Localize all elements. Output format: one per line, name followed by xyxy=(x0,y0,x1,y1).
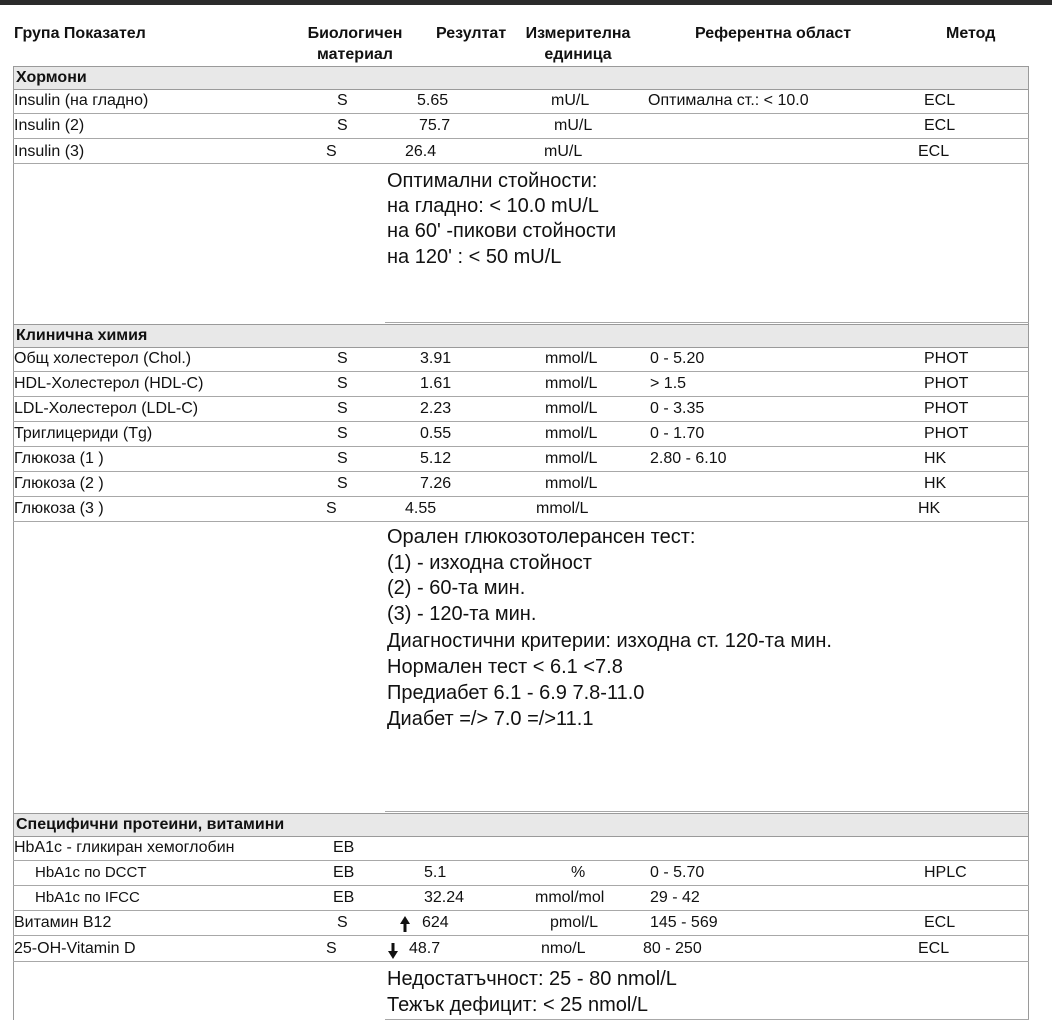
material: S xyxy=(337,375,348,392)
table-row xyxy=(13,446,1029,471)
table-row xyxy=(13,860,1029,885)
test-name: HbA1c - гликиран хемоглобин xyxy=(14,839,235,856)
method: PHOT xyxy=(924,375,969,392)
material: S xyxy=(337,92,348,109)
section-hormones: Хормони xyxy=(13,66,1029,90)
result: 5.65 xyxy=(417,92,449,109)
table-row xyxy=(13,885,1029,910)
note-line: (1) - изходна стойност xyxy=(387,552,592,574)
note-line: Нормален тест < 6.1 <7.8 xyxy=(387,656,623,678)
col-header-material-line2: материал xyxy=(317,46,393,63)
test-name: LDL-Холестерол (LDL-C) xyxy=(14,400,199,417)
result: 75.7 xyxy=(419,117,451,134)
note-line: (3) - 120-та мин. xyxy=(387,603,537,625)
unit: mU/L xyxy=(551,92,590,109)
col-header-material xyxy=(300,23,410,65)
unit: pmol/L xyxy=(550,914,599,931)
note-line: на 120' : < 50 mU/L xyxy=(387,246,562,268)
result: 624 xyxy=(422,914,449,931)
note-divider xyxy=(385,811,1029,812)
col-header-material-line1: Биологичен xyxy=(307,25,403,42)
material: S xyxy=(337,350,348,367)
table-row xyxy=(13,496,1029,521)
reference: 0 - 5.70 xyxy=(650,864,705,881)
col-header-result: Резултат xyxy=(436,25,507,42)
note-line: Предиабет 6.1 - 6.9 7.8-11.0 xyxy=(387,682,645,704)
col-header-unit-line1: Измерителна xyxy=(525,25,631,42)
table-row xyxy=(13,113,1029,138)
arrow-up-icon xyxy=(399,911,411,936)
window-top-bar xyxy=(0,0,1052,5)
result: 32.24 xyxy=(424,889,465,906)
note-line: Недостатъчност: 25 - 80 nmol/L xyxy=(387,968,677,990)
result: 3.91 xyxy=(420,350,452,367)
result: 1.61 xyxy=(420,375,452,392)
note-line: Диабет =/> 7.0 =/>11.1 xyxy=(387,708,594,730)
note-line: (2) - 60-та мин. xyxy=(387,577,526,599)
test-name: HbA1c по IFCC xyxy=(35,889,140,906)
bottom-divider xyxy=(385,1019,1029,1020)
row-divider xyxy=(13,521,1029,522)
test-name: Триглицериди (Tg) xyxy=(14,425,153,442)
test-name: Insulin (2) xyxy=(14,117,85,134)
table-row xyxy=(13,910,1029,935)
method: PHOT xyxy=(924,350,969,367)
reference: > 1.5 xyxy=(650,375,687,392)
method: HK xyxy=(924,450,947,467)
method: ECL xyxy=(918,940,950,957)
note-line: на 60' -пикови стойности xyxy=(387,220,617,242)
table-row xyxy=(13,139,1029,164)
method: HK xyxy=(918,500,941,517)
test-name: Витамин B12 xyxy=(14,914,112,931)
reference: 145 - 569 xyxy=(650,914,718,931)
unit: mmol/L xyxy=(545,425,598,442)
reference: 0 - 1.70 xyxy=(650,425,705,442)
unit: mmol/L xyxy=(545,350,598,367)
material: S xyxy=(326,940,337,957)
unit: mU/L xyxy=(554,117,593,134)
col-header-unit-line2: единица xyxy=(544,46,612,63)
test-name: HbA1c по DCCT xyxy=(35,864,147,881)
test-name: 25-OH-Vitamin D xyxy=(14,940,136,957)
material: S xyxy=(337,425,348,442)
material: S xyxy=(337,400,348,417)
unit: mmol/L xyxy=(536,500,589,517)
note-line: Диагностични критерии: изходна ст. 120-та мин. xyxy=(387,630,832,652)
material: EB xyxy=(333,839,355,856)
material: S xyxy=(326,143,337,160)
material: S xyxy=(337,475,348,492)
result: 4.55 xyxy=(405,500,437,517)
row-divider xyxy=(13,961,1029,962)
table-row xyxy=(13,396,1029,421)
test-name: Insulin (на гладно) xyxy=(14,92,149,109)
result: 5.1 xyxy=(424,864,447,881)
table-row xyxy=(13,346,1029,371)
material: S xyxy=(337,914,348,931)
material: EB xyxy=(333,889,355,906)
col-header-method: Метод xyxy=(946,25,996,42)
test-name: Глюкоза (2 ) xyxy=(14,475,104,492)
table-row xyxy=(13,88,1029,113)
method: HK xyxy=(924,475,947,492)
method: ECL xyxy=(924,914,956,931)
col-header-reference: Референтна област xyxy=(695,25,852,42)
result: 48.7 xyxy=(409,940,441,957)
method: ECL xyxy=(918,143,950,160)
unit: mmol/L xyxy=(545,475,598,492)
table-row xyxy=(13,421,1029,446)
method: ECL xyxy=(924,92,956,109)
unit: mmol/L xyxy=(545,400,598,417)
note-line: Оптимални стойности: xyxy=(387,170,598,192)
test-name: HDL-Холестерол (HDL-C) xyxy=(14,375,204,392)
row-divider xyxy=(13,163,1029,164)
result: 2.23 xyxy=(420,400,452,417)
result: 0.55 xyxy=(420,425,452,442)
table-row xyxy=(13,371,1029,396)
reference: 80 - 250 xyxy=(643,940,702,957)
unit: mmol/L xyxy=(545,450,598,467)
reference: 2.80 - 6.10 xyxy=(650,450,727,467)
unit: mmol/L xyxy=(545,375,598,392)
section-clinical-chemistry: Клинична химия xyxy=(13,324,1029,348)
reference: 0 - 3.35 xyxy=(650,400,705,417)
note-line: Тежък дефицит: < 25 nmol/L xyxy=(387,994,649,1016)
reference: Оптимална ст.: < 10.0 xyxy=(648,92,809,109)
col-header-unit xyxy=(519,23,637,65)
material: S xyxy=(337,117,348,134)
result: 5.12 xyxy=(420,450,452,467)
result: 7.26 xyxy=(420,475,452,492)
note-line: на гладно: < 10.0 mU/L xyxy=(387,195,599,217)
note-line: Орален глюкозотолерансен тест: xyxy=(387,526,696,548)
material: EB xyxy=(333,864,355,881)
test-name: Общ холестерол (Chol.) xyxy=(14,350,192,367)
col-header-group: Група Показател xyxy=(14,25,146,42)
note-divider xyxy=(385,322,1029,323)
table-row xyxy=(13,835,1029,860)
reference: 0 - 5.20 xyxy=(650,350,705,367)
test-name: Глюкоза (3 ) xyxy=(14,500,104,517)
unit: mU/L xyxy=(544,143,583,160)
method: PHOT xyxy=(924,425,969,442)
result: 26.4 xyxy=(405,143,437,160)
method: ECL xyxy=(924,117,956,134)
unit: mmol/mol xyxy=(535,889,605,906)
table-row xyxy=(13,471,1029,496)
test-name: Insulin (3) xyxy=(14,143,85,160)
table-row xyxy=(13,936,1029,961)
section-proteins-vitamins: Специфични протеини, витамини xyxy=(13,813,1029,837)
method: HPLC xyxy=(924,864,967,881)
material: S xyxy=(326,500,337,517)
test-name: Глюкоза (1 ) xyxy=(14,450,104,467)
arrow-down-icon xyxy=(387,938,399,963)
reference: 29 - 42 xyxy=(650,889,700,906)
method: PHOT xyxy=(924,400,969,417)
unit: nmo/L xyxy=(541,940,586,957)
unit: % xyxy=(571,864,586,881)
material: S xyxy=(337,450,348,467)
